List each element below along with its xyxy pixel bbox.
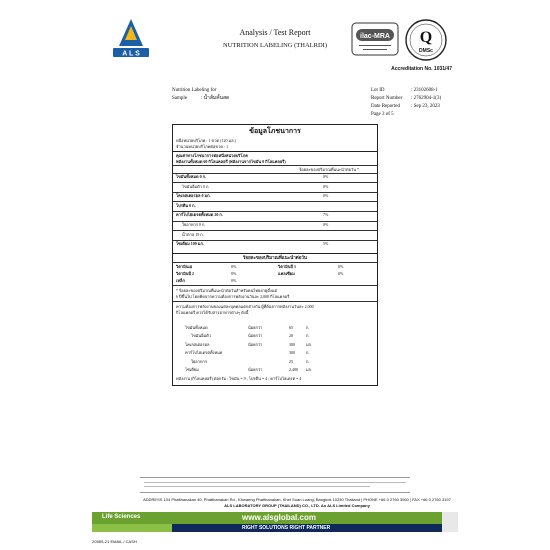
brand-bar-corner (92, 524, 172, 532)
nutrition-facts-box (172, 124, 378, 386)
nutrient-percent: 0% (323, 222, 329, 227)
daily-value: 20 (289, 333, 293, 339)
lot-label: Lot ID (371, 88, 385, 93)
dmsc-logo-q: Q (419, 29, 433, 46)
vitamin-percent: 0% (338, 264, 344, 269)
vitamin-name: วิตามินเอ (176, 264, 193, 269)
nutrient-name: โซเดียม 100 มก. (176, 241, 204, 247)
nutrient-name: โคเลสเตอรอล 0 มก. (176, 193, 211, 199)
nutrition-title: ข้อมูลโภชนาการ (249, 127, 301, 135)
divider (173, 253, 377, 254)
divider (173, 151, 377, 152)
footnote-line-2: 6 ปีขึ้นไป โดยคิดจากความต้องการพลังงานวันละ 2,000 กิโลแคลอรี (176, 294, 290, 299)
daily-value: 65 (289, 325, 293, 330)
vitamin-percent: 0% (231, 271, 237, 276)
divider (173, 262, 377, 263)
daily-qualifier: น้อยกว่า (248, 367, 263, 372)
website-link[interactable]: www.alsglobal.com (242, 513, 316, 522)
vitamin-name: แคลเซียม (278, 271, 295, 276)
vitamin-name: เหล็ก (176, 278, 185, 283)
daily-value: 2,400 (289, 367, 298, 372)
dmsc-q-logo (404, 18, 448, 62)
vitamin-percent: 0% (231, 264, 237, 269)
tagline-bar (172, 524, 442, 532)
date-reported-value: : Sep 23, 2023 (411, 104, 440, 109)
daily-unit: ก. (306, 333, 310, 339)
nutrient-name: ไขมันทั้งหมด 0 ก. (176, 174, 206, 179)
lot-value: : 23102608-1 (411, 88, 438, 93)
total-energy: พลังงานทั้งหมด 60 กิโลแคลอรี (พลังงานจากไขมัน 0 กิโลแคลอรี) (176, 159, 286, 164)
labeling-label: Nutrition Labeling for (172, 88, 217, 93)
per-serving-heading: คุณค่าทางโภชนาการต่อหนึ่งหน่วยบริโภค (176, 153, 248, 158)
vitamin-name: วิตามินบี 1 (278, 264, 296, 269)
brand-bar (92, 512, 442, 524)
daily-value: 300 (289, 350, 295, 356)
daily-unit: มก. (306, 367, 313, 372)
ilac-logo-line-2 (363, 49, 387, 50)
date-reported-label: Date Reported (371, 104, 401, 109)
daily-qualifier: น้อยกว่า (248, 341, 263, 347)
nutrient-percent: 7% (323, 212, 329, 218)
sample-value: : น้ำส้มคั้นสด (201, 96, 230, 101)
nutrient-percent: 0% (323, 193, 329, 199)
disclaimer-line (144, 482, 406, 483)
nutrient-name: ใยอาหาร 0 ก. (182, 222, 206, 227)
als-logo-text: A L S (122, 50, 140, 58)
brand-bar-end (442, 512, 458, 532)
sample-label: Sample (172, 96, 187, 101)
report-title: Analysis / Test Report (239, 28, 311, 37)
energy-note-line-1: ความต้องการพลังงานของแต่ละบุคคลแตกต่างกัน ผู้ที่ต้องการพลังงานวันละ 2,000 (176, 304, 314, 309)
ilac-logo-text: ilac-MRA (360, 33, 390, 40)
daily-nutrient-name: ไขมันทั้งหมด (185, 325, 208, 330)
page-number: Page 3 of 5 (371, 112, 394, 117)
life-sciences-label: Life Sciences (102, 514, 141, 520)
daily-unit: ก. (306, 358, 310, 364)
nutrient-divider (173, 201, 377, 202)
energy-note-line-2: กิโลแคลอรี ควรได้รับสารอาหารต่างๆ ดังนี้ (176, 310, 249, 315)
daily-nutrient-name: ใยอาหาร (191, 358, 207, 364)
daily-unit: มก. (306, 341, 313, 347)
daily-qualifier: น้อยกว่า (248, 325, 263, 330)
report-number-value: : 2762904-1(3) (411, 96, 442, 101)
daily-nutrient-name: ไขมันอิ่มตัว (191, 333, 211, 339)
servings-per-container: จำนวนหน่วยบริโภคต่อขวด : 1 (176, 144, 229, 149)
vitamin-name: วิตามินบี 2 (176, 271, 194, 276)
nutrient-percent: 5% (323, 241, 329, 247)
daily-unit: ก. (306, 325, 310, 330)
tagline: RIGHT SOLUTIONS RIGHT PARTNER (242, 525, 331, 531)
ilac-mra-logo (351, 22, 399, 56)
nutrient-name: น้ำตาล 19 ก. (182, 231, 204, 237)
company-address: ADDRESS 104 Phatthanakan 40, Phatthanakan Rd., Khwaeng Phatthanakan, Khet Suan Luang, Bangkok 10250 Thailand | PHONE +66 0 2760 3060 | FAX +66 0 2760 3197 (143, 497, 451, 502)
form-code: 2058S-21 EMAIL / CASH (92, 539, 137, 544)
nutrient-name: คาร์โบไฮเดรตทั้งหมด 20 ก. (176, 212, 223, 218)
ilac-logo-line (359, 45, 391, 46)
daily-qualifier: น้อยกว่า (248, 333, 263, 339)
report-subtitle: NUTRITION LABELING (THALRDI) (223, 42, 327, 49)
nutrient-name: ไขมันอิ่มตัว 0 ก. (182, 183, 210, 189)
divider (173, 301, 377, 302)
vitamin-heading: ร้อยละของปริมาณที่แนะนำต่อวัน (242, 255, 308, 260)
als-logo (106, 16, 156, 62)
nutrient-percent: 0% (323, 183, 329, 189)
footnote-line-1: * ร้อยละของปริมาณที่แนะนำต่อวันสำหรับคนไทยอายุตั้งแต่ (176, 288, 278, 293)
daily-nutrient-name: โซเดียม (185, 367, 199, 372)
company-name: ALS LABORATORY GROUP (THAILAND) CO., LTD. An ALS Limited Company (224, 503, 370, 508)
daily-value-heading: ร้อยละของปริมาณที่แนะนำต่อวัน * (299, 167, 359, 172)
serving-size: หนึ่งหน่วยบริโภค : 1 ขวด (120 มล.) (176, 138, 236, 143)
nutrient-percent: 0% (323, 174, 329, 179)
daily-nutrient-name: คาร์โบไฮเดรตทั้งหมด (185, 350, 223, 356)
disclaimer-box (140, 477, 410, 493)
divider (173, 165, 377, 166)
divider (173, 285, 377, 286)
accreditation-number: Accreditation No. 1031/47 (391, 66, 452, 72)
daily-unit: ก. (306, 350, 310, 356)
daily-nutrient-name: โคเลสเตอรอล (185, 341, 210, 347)
daily-value: 300 (289, 341, 295, 347)
vitamin-percent: 0% (231, 278, 237, 283)
energy-per-gram: พลังงาน (กิโลแคลอรี) ต่อกรัม : ไขมัน = 9 ; โปรตีน = 4 ; คาร์โบไฮเดรต = 4 (176, 376, 302, 381)
dmsc-logo-text: DMSc (419, 48, 433, 54)
report-number-label: Report Number (371, 96, 403, 101)
nutrient-name: โปรตีน 0 ก. (176, 202, 196, 208)
disclaimer-line-2 (144, 486, 370, 487)
daily-value: 25 (289, 358, 293, 364)
vitamin-percent: 0% (338, 271, 344, 276)
